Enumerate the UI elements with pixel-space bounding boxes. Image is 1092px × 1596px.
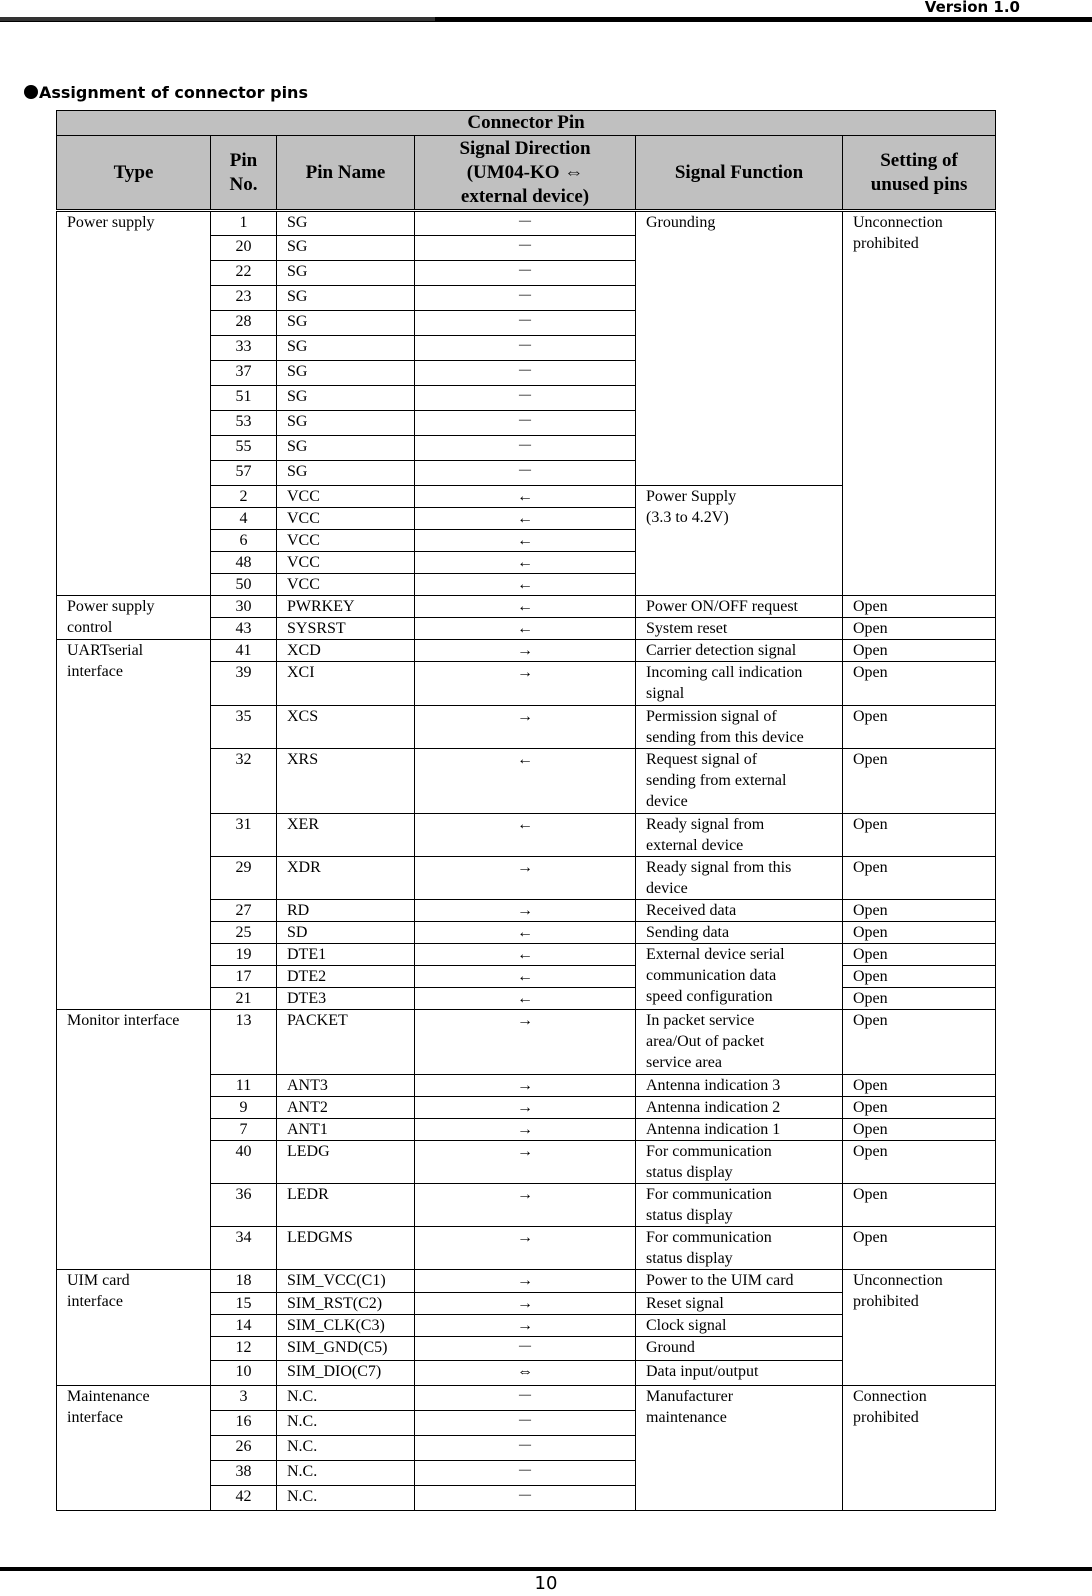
signal-direction-cell: → — [415, 1119, 636, 1141]
pin-name-cell: SD — [277, 922, 415, 944]
pin-name-cell: DTE3 — [277, 988, 415, 1010]
document-version: Version 1.0 — [924, 0, 1020, 16]
signal-direction-cell: － — [415, 461, 636, 486]
signal-direction-cell: ← — [415, 814, 636, 857]
pin-number-cell: 9 — [211, 1097, 277, 1119]
pin-name-cell: VCC — [277, 486, 415, 508]
header-rule-accent — [0, 17, 435, 21]
signal-direction-cell: － — [415, 1436, 636, 1461]
signal-function-cell: Grounding — [636, 211, 843, 486]
signal-direction-cell: ⇔ — [415, 1361, 636, 1386]
pin-number-cell: 3 — [211, 1386, 277, 1411]
pin-number-cell: 26 — [211, 1436, 277, 1461]
pin-number-cell: 20 — [211, 236, 277, 261]
pin-name-cell: XER — [277, 814, 415, 857]
signal-direction-cell: － — [415, 386, 636, 411]
signal-function-cell: Power ON/OFF request — [636, 596, 843, 618]
section-heading — [24, 83, 308, 102]
pin-number-cell: 1 — [211, 211, 277, 236]
column-header-unused-setting: Setting of unused pins — [843, 136, 996, 211]
unused-setting-cell: Open — [843, 640, 996, 662]
signal-function-cell: Ground — [636, 1337, 843, 1361]
pin-number-cell: 19 — [211, 944, 277, 966]
unused-setting-cell: Open — [843, 1075, 996, 1097]
table-caption: Connector Pin — [57, 111, 996, 136]
signal-direction-cell: ← — [415, 988, 636, 1010]
signal-direction-cell: ← — [415, 922, 636, 944]
signal-function-cell: Power to the UIM card — [636, 1270, 843, 1293]
pin-number-cell: 35 — [211, 706, 277, 749]
pin-number-cell: 36 — [211, 1184, 277, 1227]
pin-number-cell: 15 — [211, 1293, 277, 1315]
pin-name-cell: VCC — [277, 552, 415, 574]
pin-number-cell: 17 — [211, 966, 277, 988]
signal-direction-cell: ← — [415, 552, 636, 574]
column-header-signal-direction: Signal Direction (UM04-KO ⇔ external device) — [415, 136, 636, 211]
pin-name-cell: SG — [277, 211, 415, 236]
type-cell: Maintenance interface — [57, 1386, 211, 1511]
pin-number-cell: 11 — [211, 1075, 277, 1097]
table-row — [57, 1270, 996, 1293]
pin-number-cell: 7 — [211, 1119, 277, 1141]
unused-setting-cell: Open — [843, 857, 996, 900]
pin-number-cell: 22 — [211, 261, 277, 286]
pin-name-cell: PWRKEY — [277, 596, 415, 618]
signal-direction-cell: ← — [415, 486, 636, 508]
signal-function-cell: Antenna indication 3 — [636, 1075, 843, 1097]
pin-name-cell: LEDR — [277, 1184, 415, 1227]
pin-name-cell: VCC — [277, 508, 415, 530]
pin-name-cell: XDR — [277, 857, 415, 900]
pin-number-cell: 23 — [211, 286, 277, 311]
pin-number-cell: 41 — [211, 640, 277, 662]
signal-direction-cell: → — [415, 1315, 636, 1337]
pin-name-cell: SG — [277, 436, 415, 461]
pin-name-cell: PACKET — [277, 1010, 415, 1075]
pin-name-cell: XCS — [277, 706, 415, 749]
pin-name-cell: SYSRST — [277, 618, 415, 640]
type-cell: Power supply control — [57, 596, 211, 640]
unused-setting-cell: Open — [843, 1119, 996, 1141]
unused-setting-cell: Open — [843, 944, 996, 966]
unused-setting-cell: Open — [843, 922, 996, 944]
pin-name-cell: VCC — [277, 530, 415, 552]
pin-name-cell: N.C. — [277, 1386, 415, 1411]
connector-pin-table — [56, 110, 996, 1511]
table-row — [57, 640, 996, 662]
unused-setting-cell: Open — [843, 900, 996, 922]
pin-number-cell: 30 — [211, 596, 277, 618]
column-header-pin-name: Pin Name — [277, 136, 415, 211]
type-cell: UARTserial interface — [57, 640, 211, 1010]
pin-name-cell: SIM_CLK(C3) — [277, 1315, 415, 1337]
pin-number-cell: 42 — [211, 1486, 277, 1511]
pin-number-cell: 48 — [211, 552, 277, 574]
unused-setting-cell: Open — [843, 1010, 996, 1075]
signal-function-cell: Ready signal from external device — [636, 814, 843, 857]
table-row — [57, 596, 996, 618]
pin-name-cell: ANT1 — [277, 1119, 415, 1141]
page-number: 10 — [534, 1573, 558, 1594]
unused-setting-cell: Open — [843, 749, 996, 814]
table-body — [57, 211, 996, 1511]
pin-number-cell: 28 — [211, 311, 277, 336]
pin-number-cell: 34 — [211, 1227, 277, 1270]
signal-function-cell: Data input/output — [636, 1361, 843, 1386]
pin-name-cell: SG — [277, 336, 415, 361]
signal-function-cell: Reset signal — [636, 1293, 843, 1315]
signal-direction-cell: － — [415, 211, 636, 236]
pin-name-cell: SG — [277, 261, 415, 286]
column-header-signal-function: Signal Function — [636, 136, 843, 211]
signal-direction-cell: － — [415, 1386, 636, 1411]
signal-direction-cell: → — [415, 1227, 636, 1270]
signal-function-cell: Ready signal from this device — [636, 857, 843, 900]
pin-number-cell: 37 — [211, 361, 277, 386]
unused-setting-cell: Unconnection prohibited — [843, 1270, 996, 1386]
type-cell: Power supply — [57, 211, 211, 596]
pin-number-cell: 13 — [211, 1010, 277, 1075]
table-row — [57, 1010, 996, 1075]
column-header-pin-no: Pin No. — [211, 136, 277, 211]
pin-number-cell: 32 — [211, 749, 277, 814]
pin-number-cell: 16 — [211, 1411, 277, 1436]
unused-setting-cell: Open — [843, 706, 996, 749]
pin-name-cell: N.C. — [277, 1486, 415, 1511]
signal-direction-cell: → — [415, 1184, 636, 1227]
signal-function-cell: For communication status display — [636, 1184, 843, 1227]
unused-setting-cell: Open — [843, 966, 996, 988]
signal-direction-cell: ← — [415, 966, 636, 988]
pin-name-cell: SG — [277, 461, 415, 486]
signal-direction-cell: → — [415, 1075, 636, 1097]
pin-number-cell: 43 — [211, 618, 277, 640]
pin-number-cell: 29 — [211, 857, 277, 900]
pin-name-cell: DTE1 — [277, 944, 415, 966]
signal-function-cell: Clock signal — [636, 1315, 843, 1337]
pin-name-cell: N.C. — [277, 1436, 415, 1461]
pin-name-cell: DTE2 — [277, 966, 415, 988]
signal-function-cell: Antenna indication 2 — [636, 1097, 843, 1119]
unused-setting-cell: Open — [843, 596, 996, 618]
signal-function-cell: System reset — [636, 618, 843, 640]
signal-direction-cell: ← — [415, 530, 636, 552]
pin-name-cell: SG — [277, 286, 415, 311]
signal-function-cell: In packet service area/Out of packet service area — [636, 1010, 843, 1075]
signal-function-cell: Permission signal of sending from this device — [636, 706, 843, 749]
pin-number-cell: 53 — [211, 411, 277, 436]
signal-direction-cell: － — [415, 436, 636, 461]
pin-number-cell: 10 — [211, 1361, 277, 1386]
signal-direction-cell: → — [415, 706, 636, 749]
signal-direction-cell: ← — [415, 944, 636, 966]
signal-function-cell: Manufacturer maintenance — [636, 1386, 843, 1511]
unused-setting-cell: Open — [843, 662, 996, 706]
pin-name-cell: SIM_GND(C5) — [277, 1337, 415, 1361]
pin-number-cell: 18 — [211, 1270, 277, 1293]
signal-direction-cell: － — [415, 1486, 636, 1511]
table-row — [57, 1386, 996, 1411]
pin-name-cell: LEDG — [277, 1141, 415, 1184]
pin-name-cell: SG — [277, 361, 415, 386]
signal-direction-cell: － — [415, 286, 636, 311]
signal-function-cell: Antenna indication 1 — [636, 1119, 843, 1141]
pin-number-cell: 33 — [211, 336, 277, 361]
signal-direction-cell: － — [415, 1411, 636, 1436]
pin-name-cell: SIM_DIO(C7) — [277, 1361, 415, 1386]
signal-direction-cell: － — [415, 411, 636, 436]
unused-setting-cell: Open — [843, 1227, 996, 1270]
type-cell: UIM card interface — [57, 1270, 211, 1386]
signal-direction-cell: → — [415, 662, 636, 706]
signal-direction-cell: ← — [415, 749, 636, 814]
signal-direction-cell: → — [415, 857, 636, 900]
pin-number-cell: 50 — [211, 574, 277, 596]
pin-name-cell: ANT3 — [277, 1075, 415, 1097]
unused-setting-cell: Open — [843, 1097, 996, 1119]
pin-number-cell: 4 — [211, 508, 277, 530]
pin-name-cell: SIM_VCC(C1) — [277, 1270, 415, 1293]
signal-direction-cell: ← — [415, 618, 636, 640]
signal-function-cell: Power Supply (3.3 to 4.2V) — [636, 486, 843, 596]
signal-direction-cell: － — [415, 1461, 636, 1486]
signal-direction-cell: → — [415, 1270, 636, 1293]
pin-number-cell: 40 — [211, 1141, 277, 1184]
column-header-type: Type — [57, 136, 211, 211]
pin-number-cell: 12 — [211, 1337, 277, 1361]
signal-direction-cell: → — [415, 1141, 636, 1184]
footer-rule — [0, 1567, 1092, 1571]
pin-number-cell: 14 — [211, 1315, 277, 1337]
pin-name-cell: SG — [277, 386, 415, 411]
unused-setting-cell: Unconnection prohibited — [843, 211, 996, 596]
pin-name-cell: XRS — [277, 749, 415, 814]
signal-function-cell: External device serial communication data speed configuration — [636, 944, 843, 1010]
pin-number-cell: 21 — [211, 988, 277, 1010]
pin-number-cell: 25 — [211, 922, 277, 944]
unused-setting-cell: Open — [843, 1184, 996, 1227]
pin-name-cell: VCC — [277, 574, 415, 596]
pin-number-cell: 55 — [211, 436, 277, 461]
signal-function-cell: Carrier detection signal — [636, 640, 843, 662]
signal-direction-cell: ← — [415, 508, 636, 530]
signal-direction-cell: → — [415, 900, 636, 922]
signal-function-cell: Incoming call indication signal — [636, 662, 843, 706]
pin-number-cell: 39 — [211, 662, 277, 706]
section-title: Assignment of connector pins — [39, 83, 308, 102]
signal-direction-cell: → — [415, 1010, 636, 1075]
bullet-icon — [24, 85, 38, 99]
pin-name-cell: XCI — [277, 662, 415, 706]
pin-number-cell: 6 — [211, 530, 277, 552]
signal-function-cell: For communication status display — [636, 1141, 843, 1184]
pin-name-cell: ANT2 — [277, 1097, 415, 1119]
pin-number-cell: 38 — [211, 1461, 277, 1486]
signal-direction-cell: － — [415, 236, 636, 261]
pin-name-cell: XCD — [277, 640, 415, 662]
signal-function-cell: Request signal of sending from external device — [636, 749, 843, 814]
signal-direction-cell: － — [415, 1337, 636, 1361]
pin-name-cell: N.C. — [277, 1411, 415, 1436]
signal-direction-cell: － — [415, 261, 636, 286]
signal-direction-cell: － — [415, 361, 636, 386]
signal-direction-cell: → — [415, 640, 636, 662]
unused-setting-cell: Open — [843, 618, 996, 640]
unused-setting-cell: Open — [843, 1141, 996, 1184]
pin-name-cell: RD — [277, 900, 415, 922]
pin-number-cell: 27 — [211, 900, 277, 922]
signal-function-cell: For communication status display — [636, 1227, 843, 1270]
signal-direction-cell: → — [415, 1293, 636, 1315]
signal-function-cell: Sending data — [636, 922, 843, 944]
table-row — [57, 211, 996, 236]
signal-direction-cell: － — [415, 311, 636, 336]
unused-setting-cell: Open — [843, 814, 996, 857]
pin-name-cell: SG — [277, 411, 415, 436]
pin-name-cell: LEDGMS — [277, 1227, 415, 1270]
pin-name-cell: SG — [277, 311, 415, 336]
pin-number-cell: 51 — [211, 386, 277, 411]
signal-direction-cell: ← — [415, 596, 636, 618]
pin-name-cell: SG — [277, 236, 415, 261]
unused-setting-cell: Open — [843, 988, 996, 1010]
type-cell: Monitor interface — [57, 1010, 211, 1270]
pin-name-cell: SIM_RST(C2) — [277, 1293, 415, 1315]
unused-setting-cell: Connection prohibited — [843, 1386, 996, 1511]
pin-number-cell: 2 — [211, 486, 277, 508]
signal-direction-cell: － — [415, 336, 636, 361]
signal-direction-cell: ← — [415, 574, 636, 596]
signal-direction-cell: → — [415, 1097, 636, 1119]
pin-number-cell: 57 — [211, 461, 277, 486]
pin-number-cell: 31 — [211, 814, 277, 857]
pin-name-cell: N.C. — [277, 1461, 415, 1486]
signal-function-cell: Received data — [636, 900, 843, 922]
